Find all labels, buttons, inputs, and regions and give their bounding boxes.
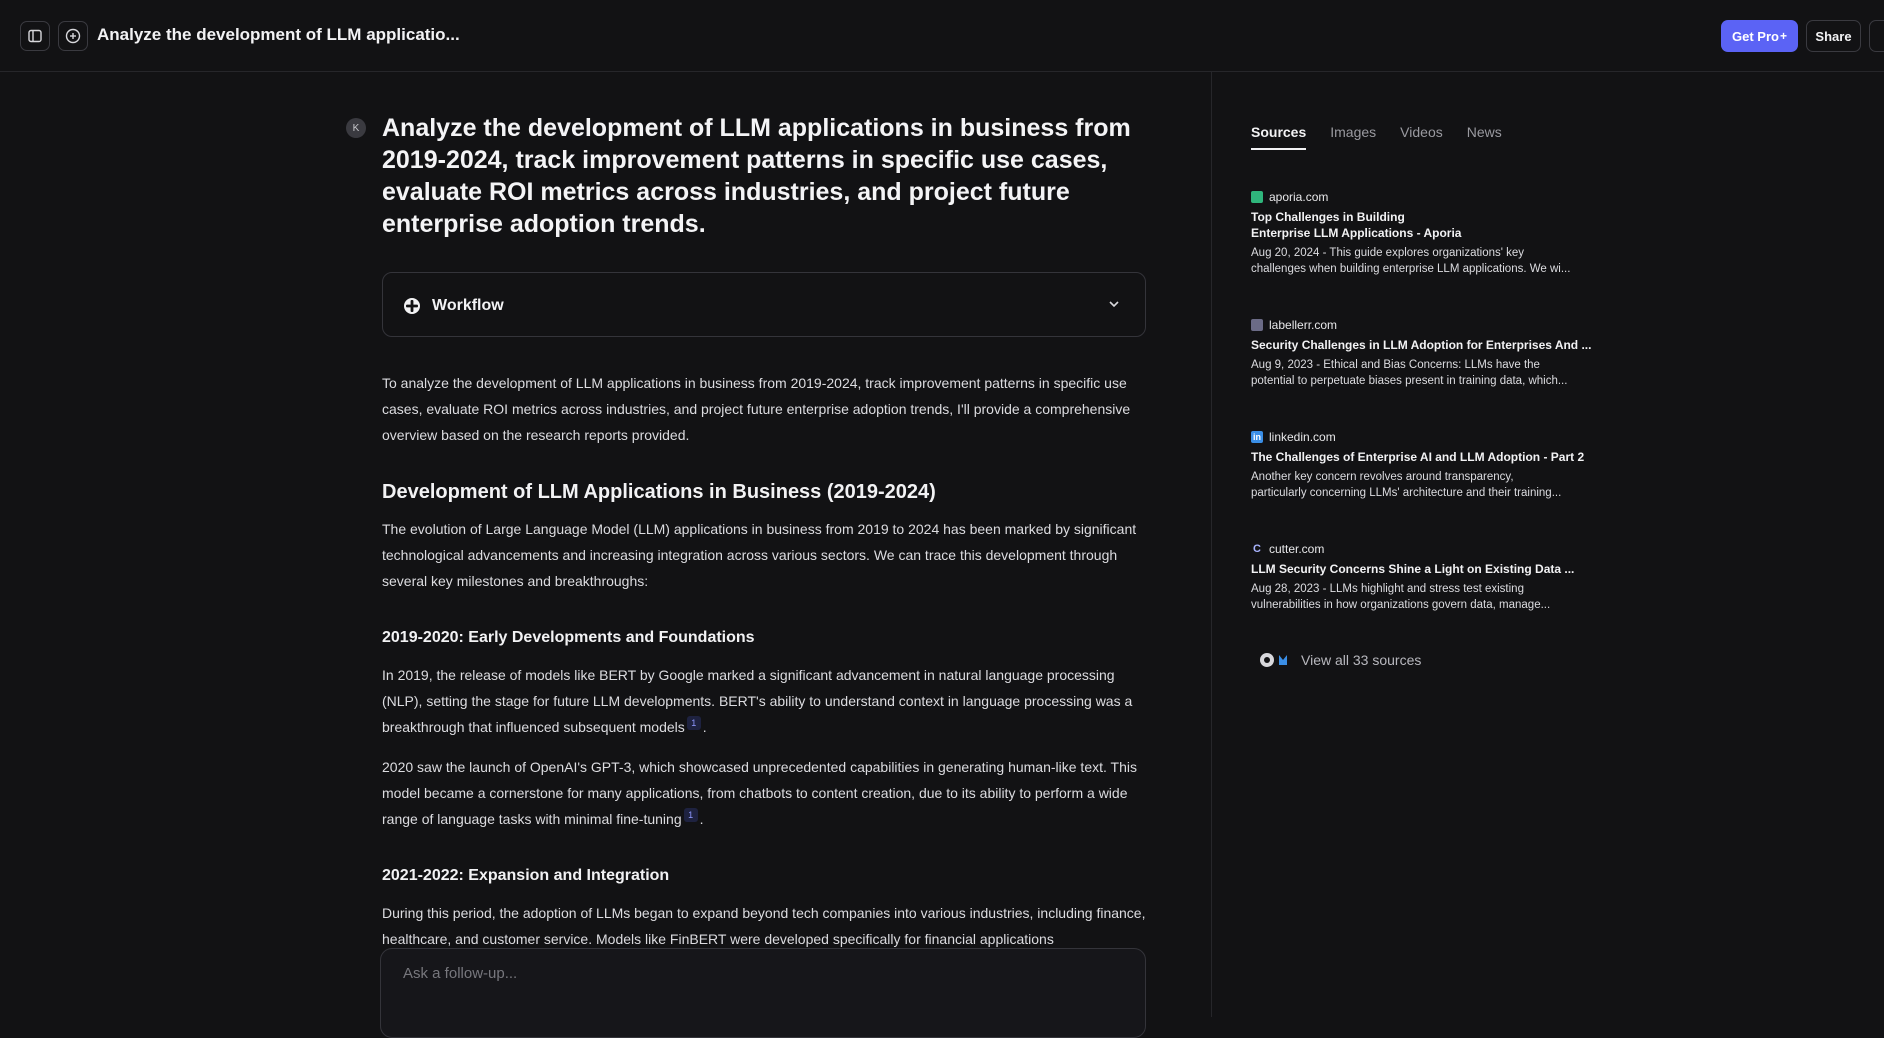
labellerr-favicon-icon <box>1251 319 1263 331</box>
chevron-down-icon <box>1107 297 1121 311</box>
source-domain: labellerr.com <box>1269 318 1338 332</box>
cutter-favicon-icon: C <box>1253 543 1261 555</box>
source-card[interactable] <box>1251 190 1601 277</box>
source-desc-line: Aug 20, 2024 - This guide explores organizations' key <box>1251 247 1525 259</box>
workflow-label: Workflow <box>432 297 504 314</box>
source-domain-row <box>1251 542 1601 556</box>
source-domain-row <box>1251 318 1601 332</box>
question-heading: Analyze the development of LLM applications in business from 2019-2024, track improvement patterns in specific use cases, evaluate ROI metrics across industries, and project future enterprise adoption trends. <box>382 114 1131 238</box>
source-domain-row <box>1251 190 1601 204</box>
source-description <box>1251 469 1601 501</box>
thread-title: Analyze the development of LLM applicatio... <box>97 25 460 44</box>
source-description <box>1251 357 1601 389</box>
workflow-icon <box>403 297 421 315</box>
period: . <box>699 811 704 827</box>
followup-box <box>380 948 1146 1038</box>
view-all-label: View all 33 sources <box>1301 652 1422 668</box>
workflow-accordion[interactable] <box>382 272 1146 337</box>
section-heading: Development of LLM Applications in Business (2019-2024) <box>382 481 936 503</box>
source-favicons-icon <box>1259 652 1295 668</box>
source-desc-line: particularly concerning LLMs' architecture and their training... <box>1251 487 1562 499</box>
top-bar <box>0 0 1884 72</box>
source-desc-line: vulnerabilities in how organizations govern data, manage... <box>1251 599 1551 611</box>
subheading-expansion: 2021-2022: Expansion and Integration <box>382 867 670 884</box>
source-card[interactable] <box>1251 318 1601 389</box>
source-desc-line: challenges when building enterprise LLM applications. We wi... <box>1251 263 1571 275</box>
source-title-line: Top Challenges in Building <box>1251 210 1405 224</box>
paragraph-2019 <box>382 662 1146 740</box>
aporia-favicon-icon <box>1251 191 1263 203</box>
source-domain-row <box>1251 430 1601 444</box>
tab-videos[interactable]: Videos <box>1400 124 1443 140</box>
linkedin-favicon-icon: in <box>1253 432 1261 442</box>
tab-sources[interactable]: Sources <box>1251 124 1306 150</box>
tab-news[interactable]: News <box>1466 124 1502 140</box>
subheading-early: 2019-2020: Early Developments and Foundations <box>382 629 755 646</box>
citation-badge[interactable]: 1 <box>684 808 698 822</box>
paragraph-2021: During this period, the adoption of LLMs began to expand beyond tech companies into various industries, including finance, healthcare, and customer service. Models like FinBERT were developed specifically for financial applications <box>382 905 1146 947</box>
panel-divider <box>1211 72 1212 1017</box>
followup-input[interactable] <box>403 965 1103 982</box>
get-pro-label: Get Pro <box>1732 28 1779 44</box>
get-pro-plus: + <box>1779 29 1787 43</box>
evolution-paragraph: The evolution of Large Language Model (LLM) applications in business from 2019 to 2024 has been marked by significant technological advancements and increasing integration across various sectors. We can trace this development through several key milestones and breakthroughs: <box>382 521 1137 589</box>
view-all-sources-button[interactable] <box>1259 652 1421 668</box>
plus-circle-icon <box>65 28 81 44</box>
avatar: K <box>346 118 366 138</box>
source-domain: cutter.com <box>1269 542 1325 556</box>
source-desc-line: Another key concern revolves around transparency, <box>1251 471 1514 483</box>
source-desc-line: potential to perpetuate biases present in training data, which... <box>1251 375 1568 387</box>
source-title: The Challenges of Enterprise AI and LLM Adoption - Part 2 <box>1251 450 1585 464</box>
panel-toggle-button[interactable] <box>1869 20 1884 52</box>
answer-panel <box>346 72 1146 1017</box>
tab-images[interactable]: Images <box>1330 124 1377 140</box>
paragraph-2019-text: In 2019, the release of models like BERT by Google marked a significant advancement in natural language processing (NLP), setting the stage for future LLM developments. BERT's ability to understand context in language processing was a breakthrough that influenced subsequent models <box>382 667 1133 735</box>
source-description <box>1251 581 1601 613</box>
new-thread-button[interactable] <box>58 21 88 51</box>
source-title: Security Challenges in LLM Adoption for Enterprises And ... <box>1251 338 1592 352</box>
source-domain: aporia.com <box>1269 190 1329 204</box>
source-desc-line: Aug 9, 2023 - Ethical and Bias Concerns: LLMs have the <box>1251 359 1540 371</box>
source-description <box>1251 245 1601 277</box>
answer-body <box>382 370 1146 952</box>
share-button[interactable]: Share <box>1806 20 1861 52</box>
sidebar-icon <box>28 29 42 43</box>
source-card[interactable] <box>1251 542 1601 613</box>
source-card[interactable] <box>1251 430 1601 501</box>
toggle-sidebar-button[interactable] <box>20 21 50 51</box>
source-title-line: Enterprise LLM Applications - Aporia <box>1251 226 1462 240</box>
source-title: LLM Security Concerns Shine a Light on Existing Data ... <box>1251 562 1575 576</box>
source-domain: linkedin.com <box>1269 430 1336 444</box>
citation-badge[interactable]: 1 <box>687 716 701 730</box>
intro-paragraph: To analyze the development of LLM applications in business from 2019-2024, track improvement patterns in specific use cases, evaluate ROI metrics across industries, and project future enterprise adoption trends, I'll provide a comprehensive overview based on the research reports provided. <box>382 375 1131 443</box>
period: . <box>702 719 707 735</box>
source-title <box>1251 209 1601 241</box>
paragraph-2020-text: 2020 saw the launch of OpenAI's GPT-3, which showcased unprecedented capabilities in generating human-like text. This model became a cornerstone for many applications, from chatbots to content creation, due to its ability to perform a wide range of language tasks with minimal fine-tuning <box>382 759 1137 827</box>
sources-tabs <box>1251 124 1526 150</box>
get-pro-button[interactable] <box>1721 20 1798 52</box>
paragraph-2020 <box>382 754 1146 832</box>
source-desc-line: Aug 28, 2023 - LLMs highlight and stress test existing <box>1251 583 1524 595</box>
